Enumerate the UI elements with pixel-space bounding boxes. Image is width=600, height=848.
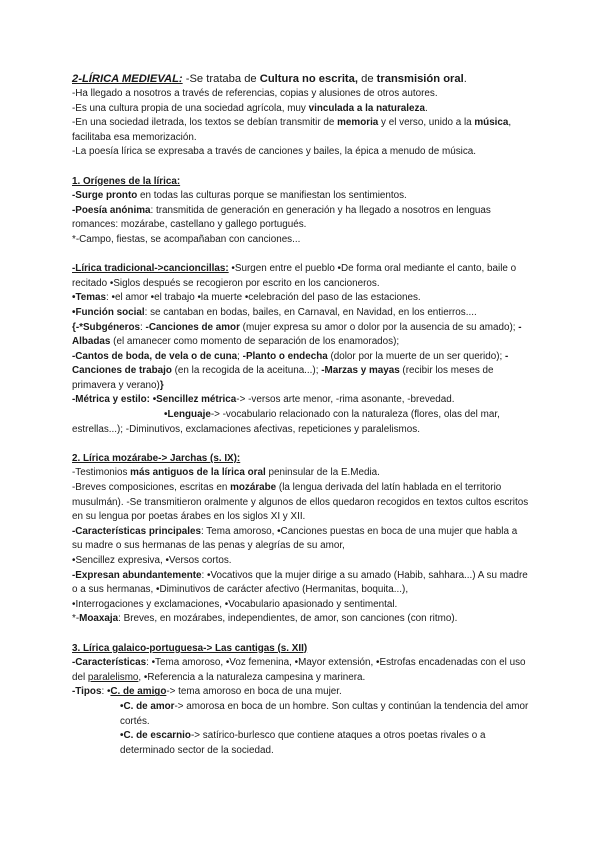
mozarabic-line: -Testimonios más antiguos de la lírica oral peninsular de la E.Media.: [72, 467, 380, 479]
intro-line: -La poesía lírica se expresaba a través de canciones y bailes, la épica a menudo de música.: [72, 146, 477, 158]
traditional-topics: •Temas: •el amor •el trabajo •la muerte •celebración del paso de las estaciones.: [72, 292, 421, 304]
galician-type-amor: •C. de amor-> amorosa en boca de un hombre. Son cultas y continúan la tendencia del amor cortés.: [120, 700, 529, 727]
section-heading-traditional: -Lírica tradicional->cancioncillas:: [72, 263, 229, 275]
origins-line: -Surge pronto en todas las culturas porque se manifiestan los sentimientos.: [72, 190, 407, 202]
galician-features: -Características: •Tema amoroso, •Voz femenina, •Mayor extensión, •Estrofas encadenadas con el uso del paralelismo, •Referencia a la naturaleza campesina y marinera.: [72, 657, 526, 683]
traditional-metrics: -Métrica y estilo: •Sencillez métrica-> -versos arte menor, -rima asonante, -brevedad.: [72, 394, 455, 406]
moaxaja-note: *-Moaxaja: Breves, en mozárabes, independientes, de amor, son canciones (con ritmo).: [72, 613, 458, 625]
mozarabic-line: •Interrogaciones y exclamaciones, •Vocabulario apasionado y sentimental.: [72, 598, 398, 610]
galician-type-escarnio: •C. de escarnio-> satírico-burlesco que contiene ataques a otros poetas rivales o a determinado sector de la sociedad.: [120, 730, 486, 756]
galician-types: -Tipos: •C. de amigo-> tema amoroso en boca de una mujer.: [72, 686, 342, 698]
origins-line: -Poesía anónima: transmitida de generación en generación y ha llegado a nosotros en lenguas romances: mozárabe, castellano y gallego portugués.: [72, 204, 491, 231]
intro-paragraph: 2-LÍRICA MEDIEVAL: -Se trataba de Cultura no escrita, de transmisión oral.: [72, 73, 467, 85]
mozarabic-features: -Características principales: Tema amoroso, •Canciones puestas en boca de una mujer que habla a su madre o sus hermanas de las penas y alegrías de su amor,: [72, 525, 518, 552]
intro-line: -En una sociedad iletrada, los textos se debían transmitir de memoria y el verso, unido a la música, facilitaba esa memorización.: [72, 117, 512, 143]
mozarabic-line: -Breves composiciones, escritas en mozárabe (la lengua derivada del latín hablada en el territorio musulmán). -Se transmitieron oralmente y algunos de ellos quedaron recogidos en textos cultos escritos en su lengua por poetas árabes en los siglos XI y XII.: [72, 482, 529, 523]
intro-line: -Ha llegado a nosotros a través de referencias, copias y alusiones de otros autores.: [72, 88, 438, 99]
intro-line: -Es una cultura propia de una sociedad agrícola, muy vinculada a la naturaleza.: [72, 102, 428, 114]
document-page: [72, 71, 530, 758]
traditional-language: •Lenguaje-> -vocabulario relacionado con la naturaleza (flores, olas del mar, estrellas...); -Diminutivos, exclamaciones afectivas, repeticiones y paralelismos.: [72, 409, 500, 435]
section-heading-origins: 1. Orígenes de la lírica:: [72, 175, 181, 187]
traditional-subgenres: {-*Subgéneros: -Canciones de amor (mujer expresa su amor o dolor por la ausencia de su amado); -Albadas (el amanecer como momento de separación de los enamorados); -Cantos de boda, de vela o de cuna; -Planto o endecha (dolor por la muerte de un ser querido); -Canciones de trabajo (en la recogida de la aceituna...); -Marzas y mayas (recibir los meses de primavera y verano)}: [72, 321, 522, 391]
mozarabic-expressions: -Expresan abundantemente: •Vocativos que la mujer dirige a su amado (Habib, sahhara...) A su madre o a sus hermanas, •Diminutivos de carácter afectivo (Hermanitas, boquita...),: [72, 569, 528, 596]
traditional-social-function: •Función social: se cantaban en bodas, bailes, en Carnaval, en Navidad, en los entierros....: [72, 306, 477, 318]
main-title: 2-LÍRICA MEDIEVAL:: [72, 73, 183, 85]
mozarabic-line: •Sencillez expresiva, •Versos cortos.: [72, 555, 232, 566]
traditional-lyric-intro: -Lírica tradicional->cancioncillas: •Surgen entre el pueblo •De forma oral mediante el canto, baile o recitado •Siglos después se recogieron por escrito en los cancioneros.: [72, 263, 517, 289]
section-heading-mozarabic: 2. Lírica mozárabe-> Jarchas (s. IX):: [72, 452, 241, 464]
origins-note: *-Campo, fiestas, se acompañaban con canciones...: [72, 233, 301, 245]
section-heading-galician: 3. Lírica galaico-portuguesa-> Las cantigas (s. XII): [72, 642, 308, 654]
